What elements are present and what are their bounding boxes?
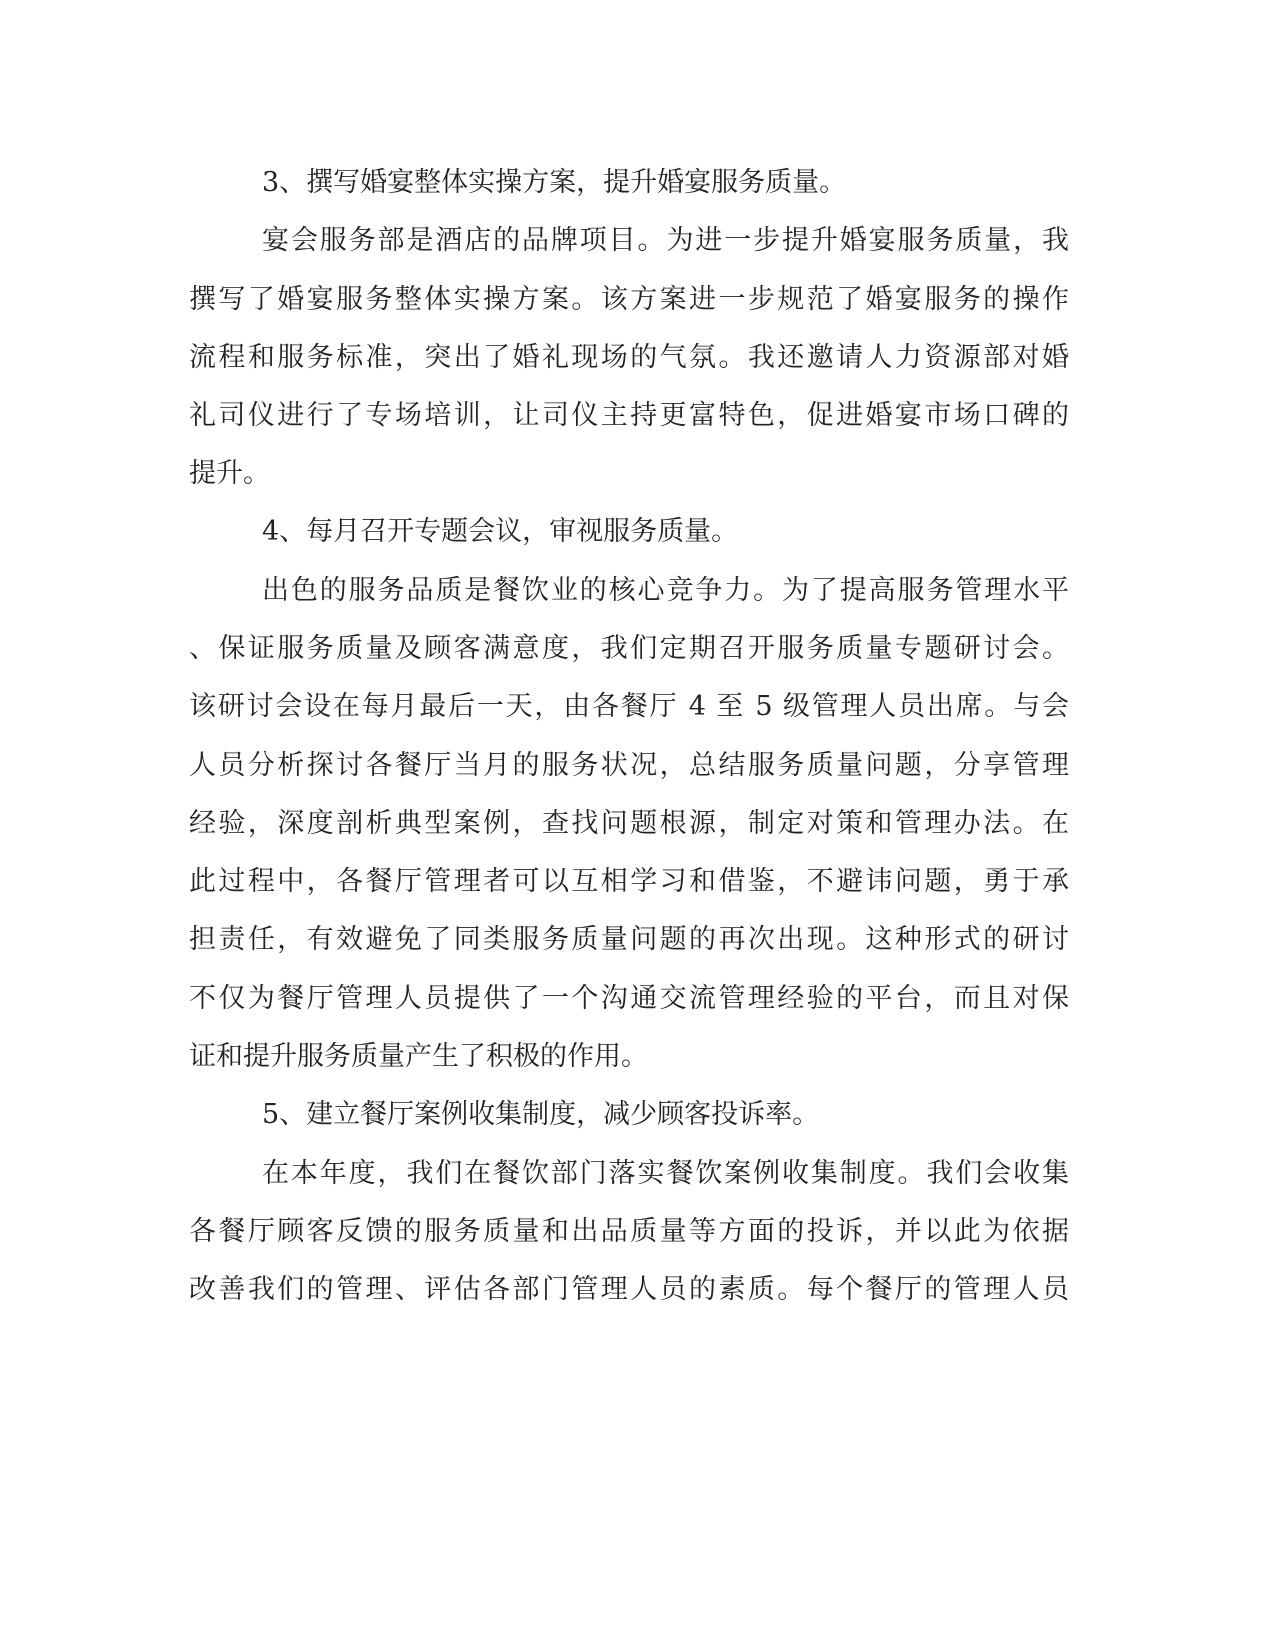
paragraph-line: 宴会服务部是酒店的品牌项目。为进一步提升婚宴服务质量，我 — [262, 225, 1069, 256]
paragraph-line: 提升。 — [189, 458, 270, 489]
heading-item-3: 3、撰写婚宴整体实操方案，提升婚宴服务质量。 — [262, 167, 847, 198]
paragraph-line: 、保证服务质量及顾客满意度，我们定期召开服务质量专题研讨会。 — [189, 633, 1069, 664]
paragraph-line: 担责任，有效避免了同类服务质量问题的再次出现。这种形式的研讨 — [189, 924, 1069, 955]
paragraph-line: 此过程中，各餐厅管理者可以互相学习和借鉴，不避讳问题，勇于承 — [189, 866, 1069, 897]
paragraph-line: 经验，深度剖析典型案例，查找问题根源，制定对策和管理办法。在 — [189, 808, 1069, 839]
paragraph-line: 证和提升服务质量产生了积极的作用。 — [189, 1041, 648, 1072]
paragraph-line: 各餐厅顾客反馈的服务质量和出品质量等方面的投诉，并以此为依据 — [189, 1216, 1069, 1247]
paragraph-line: 改善我们的管理、评估各部门管理人员的素质。每个餐厅的管理人员 — [189, 1274, 1069, 1305]
heading-item-5: 5、建立餐厅案例收集制度，减少顾客投诉率。 — [262, 1099, 820, 1130]
paragraph-line: 撰写了婚宴服务整体实操方案。该方案进一步规范了婚宴服务的操作 — [189, 284, 1069, 315]
paragraph-line: 出色的服务品质是餐饮业的核心竞争力。为了提高服务管理水平 — [262, 575, 1069, 606]
paragraph-line: 人员分析探讨各餐厅当月的服务状况，总结服务质量问题，分享管理 — [189, 750, 1069, 781]
paragraph-line: 礼司仪进行了专场培训，让司仪主持更富特色，促进婚宴市场口碑的 — [189, 400, 1069, 431]
heading-item-4: 4、每月召开专题会议，审视服务质量。 — [262, 516, 739, 547]
paragraph-line: 在本年度，我们在餐饮部门落实餐饮案例收集制度。我们会收集 — [262, 1158, 1069, 1189]
paragraph-line: 流程和服务标准，突出了婚礼现场的气氛。我还邀请人力资源部对婚 — [189, 342, 1069, 373]
paragraph-line: 不仅为餐厅管理人员提供了一个沟通交流管理经验的平台，而且对保 — [189, 983, 1069, 1014]
paragraph-line: 该研讨会设在每月最后一天，由各餐厅 4 至 5 级管理人员出席。与会 — [189, 691, 1069, 722]
